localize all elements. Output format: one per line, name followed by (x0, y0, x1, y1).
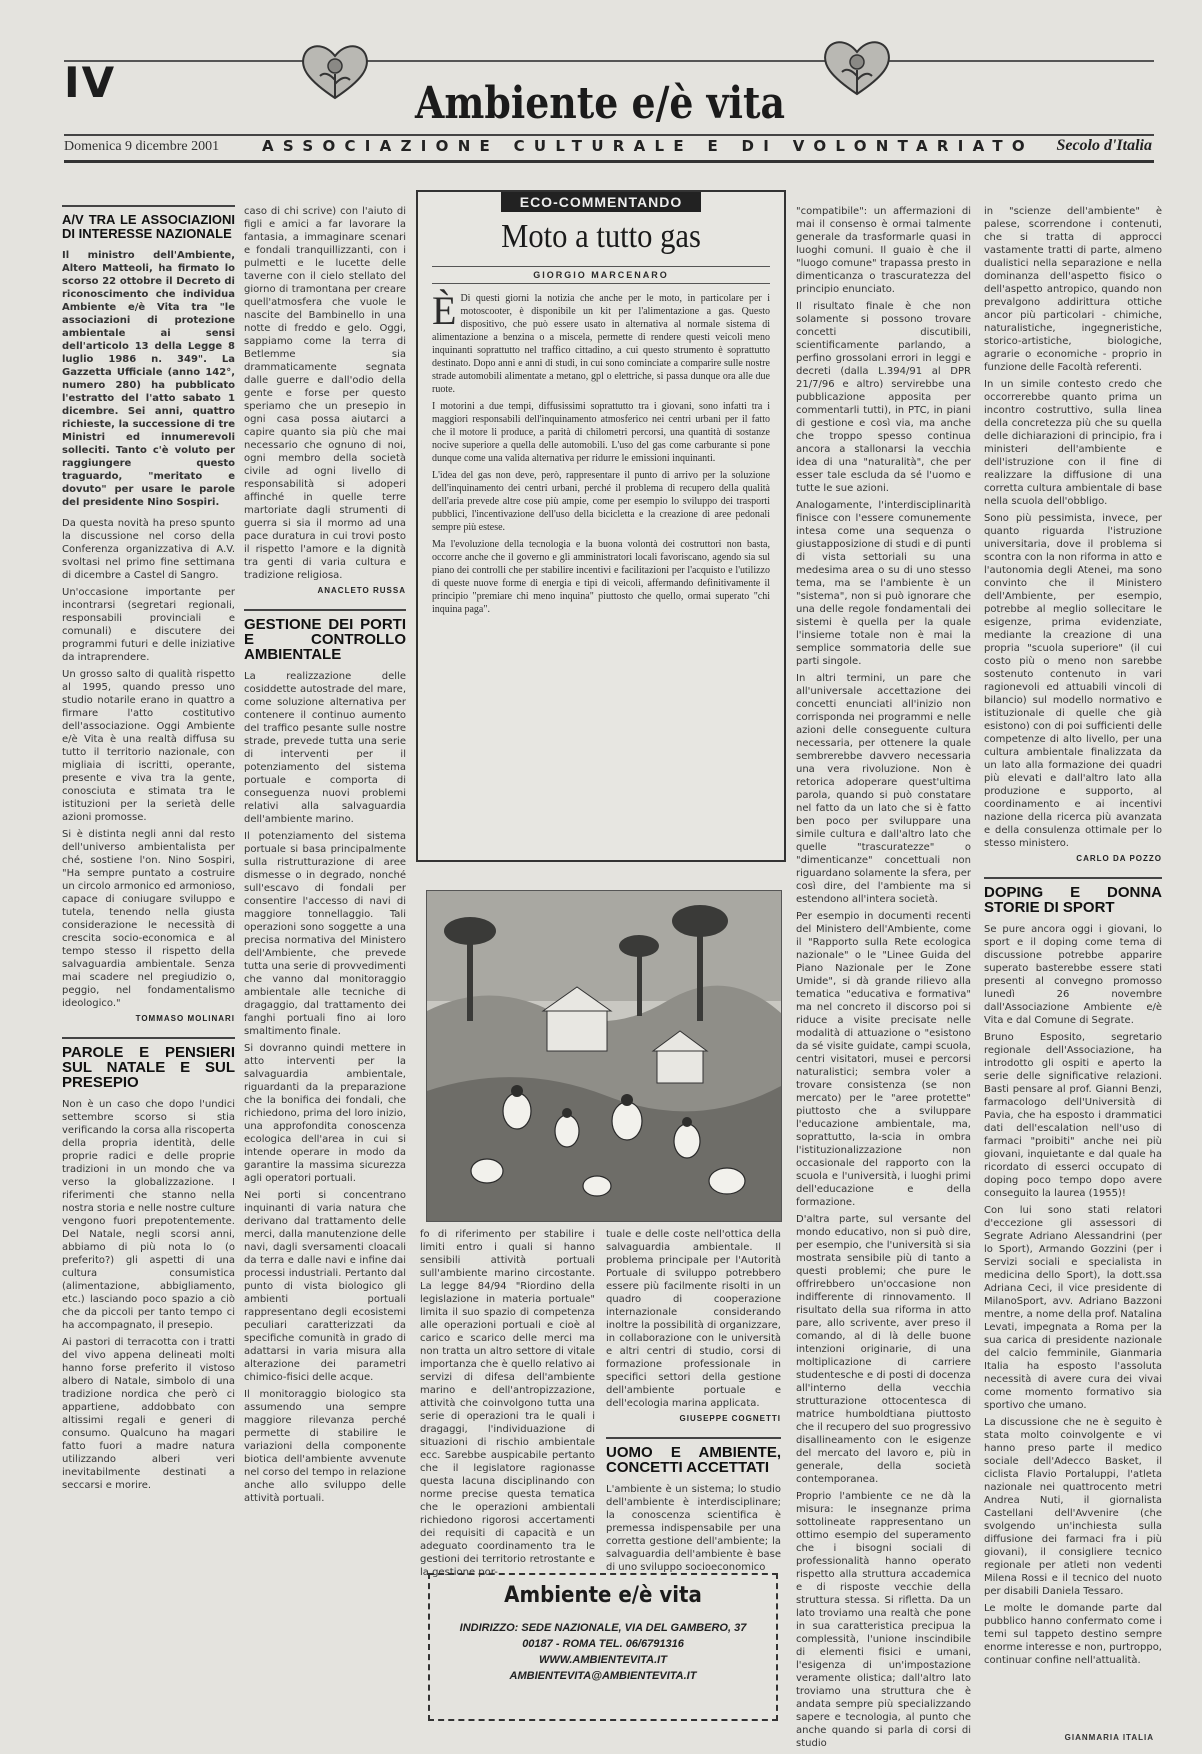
article-paragraph: Il risultato finale è che non solamente si possono trovare concetti discutibili, scientificamente parlando, a perfino grossolani errori in leggi e decreti (dalla L.394/91 al DPR 21/7/96 e altro) servirebbe una pubblicazione apposita per commentarli tutti), in PTC, in piani di gestione e così via, ma anche che troppo spesso continua ancora a stallonarsi la vecchia idea di una "naturalità", che per esser tale escluda da sé l'uomo e tutte le sue azioni. (796, 301, 971, 494)
column-4 (606, 1228, 781, 1578)
article-paragraph: D'altra parte, sul versante del mondo educativo, non si può dire, per esempio, che l'università si sia mostrata sensibile più di tanto a questi problemi; che pure le offrirebbero un'occasione non indifferente di rinnovamento. Il risultato della sua riforma in atto pare, allo scrivente, aver preso il comando, al di là delle buone intenzioni originarie, di una moltiplicazione di carriere studentesche e di posti di docenza all'interno della vecchia strutturazione ottocentesca di matrice humboldtiana piuttosto che il recupero del suo progressivo disallineamento con le esigenze del mercato del lavoro e, più in generale, della società contemporanea. (796, 1214, 971, 1485)
article-paragraph: Nei porti si concentrano inquinanti di varia natura che derivano dal trattamento delle merci, dalla manutenzione delle navi, dagli sversamenti cloacali da terra e dalle navi e infine dai processi industriali. Pertanto dal punto di vista biologico gli ambienti portuali rappresentano degli ecosistemi peculiari caratterizzati da specifiche comunità in grado di adattarsi in varia misura alla alterazione dei parametri chimico-fisici delle acque. (244, 1190, 406, 1383)
dropcap: È (432, 288, 457, 333)
article-paragraph: Un grosso salto di qualità rispetto al 1995, quando presso uno studio notarile erano in quattro a firmare l'atto costitutivo dell'associazione. Oggi Ambiente e/è Vita è una realtà diffusa su tutto il territorio nazionale, con migliaia di iscritti, operante, presente e viva tra la gente, conosciuta e stimata tra le istituzioni per la serietà delle azioni promosse. (62, 669, 235, 823)
article-headline: PAROLE E PENSIERI SUL NATALE E SUL PRESEPIO (62, 1037, 235, 1090)
eco-label: ECO-COMMENTANDO (501, 192, 701, 212)
article-continuation: caso di chi scrive) con l'aiuto di figli e amici a far lavorare la fantasia, a immaginare scenari e fondali tranquillizzanti, con i pulmetti e le lucette delle taverne con il cielo stellato del giorno di tramontana per creare quell'atmosfera che vuole le nascite del Bambinello in una notte di freddo e gelo. Oggi, sappiamo come la terra di Betlemme sia drammaticamente segnata dalle guerre e dall'odio della gente e forse per questo speriamo che un presepio in ogni casa possa aiutarci a capire quanto sia più che mai necessario che ognuno di noi, ogni membro della società civile ad ogni livello di responsabilità si adoperi affinché in quelle terre martoriate dagli strumenti di guerra si sia il mormo ad una pace duratura in cui trovi posto il rispetto l'amore e la dignità tra genti di varia cultura e tradizione religiosa. (244, 206, 406, 581)
article-paragraph: Non è un caso che dopo l'undici settembre scorso si stia verificando la corsa alla riscoperta della propria identità, delle proprie radici e delle proprie tradizioni in un mondo che va verso la globalizzazione. I riferimenti che stanno nella nostra storia e nelle nostre culture vengono fuori prepotentemente. Del Natale, negli scorsi anni, abbiamo di più nota lo (o preferito?) gli aspetti di una cultura consumistica (alimentazione, abbigliamento, etc.) lasciando poco spazio a ciò che da piccoli per tanto tempo ci ha accompagnato, il presepio. (62, 1099, 235, 1331)
article-author: ANACLETO RUSSA (317, 586, 406, 595)
page-number: IV (64, 58, 117, 107)
article-paragraph: Il potenziamento del sistema portuale si basa principalmente sulla ristrutturazione di aree dismesse o in degrado, nonché sull'escavo di fondali per consentire l'accesso di navi di maggiore tonnellaggio. Tali operazioni sono soggette a una precisa normativa del Ministero dell'Ambiente, che prevede tutta una serie di provvedimenti che vanno dal monitoraggio ambientale alle tecniche di dragaggio, dal trattamento dei fanghi portuali fino ai loro smaltimento finale. (244, 831, 406, 1037)
article-paragraph: Le molte le domande parte dal pubblico hanno confermato come i temi sul tappeto destino sempre enorme interesse e non, purtroppo, continuar confine nell'attualità. (984, 1603, 1162, 1666)
heart-flower-icon (820, 36, 894, 98)
article-paragraph: Un'occasione importante per incontrarsi (segretari regionali, responsabili provinciali e comunali) e discutere dei programmi futuri e delle iniziative da intraprendere. (62, 587, 235, 663)
article-headline: DOPING E DONNA STORIE DI SPORT (984, 877, 1162, 915)
eco-author: GIORGIO MARCENARO (432, 266, 770, 284)
article-headline: A/V TRA LE ASSOCIAZIONI DI INTERESSE NAZIONALE (62, 205, 235, 241)
article-author: CARLO DA POZZO (1076, 854, 1162, 863)
article-continuation: fo di riferimento per stabilire i limiti entro i quali si hanno sensibili attività portuali sull'ambiente marino circostante. La legge 84/94 "Riordino della legislazione in materia portuale" limita il suo spazio di competenza alle operazioni portuali e cioè al carico e scarico delle merci ma non tratta un altro settore di vitale importanza che è quello relativo ai servizi di difesa dell'ambiente marino e dell'antropizzazione, attività che coinvolgono tutta una serie di operazioni tra le quali i dragaggi, l'individuazione di situazioni di rischio ambientale ecc. Sarebbe auspicabile pertanto che il legislatore ragionasse questa lacuna disciplinando con norme precise questa tematica che le operazioni ambientali richiedono rigorosi accertamenti dei requisiti di capacità e un adeguato coordinamento tra le gestioni dei territorio retrostante e la gestione por- (420, 1229, 595, 1578)
article-headline: GESTIONE DEI PORTI E CONTROLLO AMBIENTALE (244, 609, 406, 662)
article-paragraph: Analogamente, l'interdisciplinarità finisce con l'essere comunemente intesa come una sequenza o giustapposizione di studi e di punti di vista settoriali su una medesima area o su di uno stesso tema, ma se l'ambiente è un "sistema", non si può ignorare che una delle regole fondamentali dei sistemi è quella per la quale l'insieme totale non è mai la semplice sommatoria delle sue parti singole. (796, 500, 971, 667)
article-author: GIANMARIA ITALIA (1064, 1733, 1154, 1742)
bottom-rule (64, 160, 1154, 163)
mid-rule (64, 134, 1154, 136)
column-1 (62, 205, 235, 1496)
column-6 (984, 205, 1162, 1671)
article-paragraph: In un simile contesto credo che occorrerebbe quanto prima un incontro costruttivo, sulla linea della concretezza più che su quella delle dichiarazioni di principio, fra i ministeri dell'ambiente e dell'istruzione con il fine di realizzare la diffusione di una corretta cultura ambientale di base nella scuola dell'obbligo. (984, 379, 1162, 507)
top-rule (64, 60, 1154, 62)
article-paragraph: Per esempio in documenti recenti del Ministero dell'Ambiente, come il "Rapporto sulla Rete ecologica nazionale" o le "Linee Guida del Piano Nazionale per le Zone Umide", si dà grande rilievo alla tematica "educativa e formativa" ma nel concreto il discorso poi si riduce a visite precisate nelle modalità di attuazione o "esistono da sé visite guidate, campi scuola, centri visitatori, musei e percorsi naturalistici; sembra voler a trovare consistenza (se non mercato) per le "aree protette" piuttosto che a sviluppare l'educazione ambientale, ma, soprattutto, la-scia in ombra l'istituzionalizzazione non occasionale del rapporto con la scuola e l'università, i luoghi primi dell'educazione e della formazione. (796, 911, 971, 1208)
column-5 (796, 205, 971, 1754)
article-paragraph: Da questa novità ha preso spunto la discussione nel corso della Conferenza organizzativa di A.V. svoltasi nel primo fine settimana di dicembre a Castel di Sangro. (62, 518, 235, 581)
contact-website[interactable]: WWW.AMBIENTEVITA.IT (539, 1654, 667, 1666)
association-contact-box (428, 1573, 778, 1721)
article-paragraph: L'ambiente è un sistema; lo studio dell'ambiente è interdisciplinare; la conoscenza scientifica è premessa indispensabile per una corretta gestione dell'ambiente; la salvaguardia dell'ambiente è base di uno sviluppo socioeconomico (606, 1484, 781, 1573)
eco-body (432, 288, 770, 616)
nativity-painting-image (426, 890, 782, 1222)
article-paragraph: Proprio l'ambiente ce ne dà la misura: le insegnanze prima sottolineate rappresentano un ottimo esempio del superamento che i bisogni sociali di professionalità hanno operato rispetto alla struttura accademica e di risposte vecchie della struttura stessa. Si rifletta. Da un lato troviamo una realtà che pone in sua caratteristica precipua la complessità, l'unione inscindibile di elementi fisici e umani, l'esigenza di un'impostazione veramente olistica; dall'altro lato troviamo una struttura che è andata sempre più specializzando sapere e tecnologia, al punto che anche quando si parla di corsi di studio (796, 1491, 971, 1749)
eco-paragraph: L'idea del gas non deve, però, rappresentare il punto di arrivo per la soluzione dell'inquinamento dei centri urbani, perché il problema di recupero della qualità dell'aria prevede altre cose più ampie, come per esempio lo sviluppo dei trasporti pubblici, l'incentivazione dell'uso della bicicletta e la creazione di aree pedonali sempre più estese. (432, 470, 770, 533)
article-paragraph: Bruno Esposito, segretario regionale dell'Associazione, ha introdotto gli ospiti e aperto la serie delle significative relazioni. Basti pensare al prof. Gianni Benzi, farmacologo dell'Università di Pavia, che ha esposto i drammatici dati dell'escalation nell'uso di farmaci "proibiti" anche nei più giovani, inquietante e dal quale ha ricordato di esserci occupato di doping poco tempo dopo avere conseguito la laurea (1955)! (984, 1032, 1162, 1199)
eco-title: Moto a tutto gas (501, 218, 701, 255)
article-paragraph: Con lui sono stati relatori d'eccezione gli assessori di Segrate Adriano Alessandrini (per lo Sport), Armando Gozzini (per i Servizi sociali e specialista in medicina dello Sport), la dott.ssa Adriana Ceci, il vice presidente di MilanoSport, avv. Adriano Bazzoni mentre, a nome della prof. Natalina Levati, impegnata a Roma per la sua carica di presidente nazionale del calcio femminile, Gianmaria Italia ha esposto l'assoluta necessità di avere cura dei vivai come momento formativo sia sportivo che umano. (984, 1205, 1162, 1411)
article-paragraph: Ai pastori di terracotta con i tratti del vivo appena delineati molti hanno forse preferito il vistoso albero di Natale, simbolo di una tradizione nordica che però ci appartiene, addobbato con altissimi regali e generi di consumo. Qualcuno ha magari fatto fuori a madre natura utilizzando alberi veri inevitabilmente destinati a seccarsi e morire. (62, 1337, 235, 1491)
article-paragraph: Il monitoraggio biologico sta assumendo una sempre maggiore rilevanza perché permette di stabilire le variazioni della componente biotica dell'ambiente avvenute nel corso del tempo in relazione anche allo sviluppo delle attività portuali. (244, 1389, 406, 1504)
article-paragraph: Si dovranno quindi mettere in atto interventi per la salvaguardia ambientale, riguardanti da la preparazione che la bonifica dei fondali, che richiedono, prima del loro inizio, una approfondita conoscenza ecologica dell'area in cui si intende operare in modo da garantire la massima sicurezza agli operatori portuali. (244, 1043, 406, 1184)
heart-flower-icon (298, 40, 372, 102)
eco-paragraph: Ma l'evoluzione della tecnologia e la buona volontà dei costruttori non basta, occorre anche che il governo e gli amministratori locali favoriscano, agendo sia sul piano dei controlli che per stabilire incentivi e facilitazioni per l'acquisto e l'utilizzo di queste nuove forme di energia e tipi di veicoli, affermando definitivamente il principio "premiare chi meno inquina" piuttosto che quello, ormai superato "chi inquina paga". (432, 539, 770, 615)
issue-date: Domenica 9 dicembre 2001 (64, 139, 220, 154)
article-paragraph: Si è distinta negli anni dal resto dell'universo ambientalista per ché, sostiene l'on. Nino Sospiri, "Ha sempre puntato a costruire un circolo armonico ed armonioso, capace di coniugare sviluppo e tutela, tenendo nella giusta considerazione le necessità di crescita socio-economica e al tempo stesso il rispetto della salvaguardia ambientale. Senza mai scadere nel pregiudizio o, peggio, nel fondamentalismo ideologico." (62, 829, 235, 1009)
article-author: GIUSEPPE COGNETTI (679, 1414, 781, 1423)
article-paragraph: La realizzazione delle cosiddette autostrade del mare, come soluzione alternativa per contenere il continuo aumento del traffico pesante sulle nostre strade, prevede tutta una serie di interventi per il potenziamento del sistema portuale e comporta di conseguenza nuovi problemi relativi alla salvaguardia dell'ambiente marino. (244, 671, 406, 825)
article-headline: UOMO E AMBIENTE, CONCETTI ACCETTATI (606, 1437, 781, 1475)
article-paragraph: Sono più pessimista, invece, per quanto riguarda l'istruzione universitaria, dove il problema si scontra con la non riforma in atto e l'autonomia degli Atenei, ma sono convinto che il Ministero dell'Ambiente, per esempio, potrebbe al meglio sollecitare le esigenze, prima evidenziate, mediante la creazione di una propria "scuola superiore" (il cui costo più o meno non sarebbe sostenuto contenuto in vari ragionevoli ed attuabili vincoli di bilancio) sul modello normativo e istituzionale di quelle che già esistono) con di poi sufficienti delle competenze di alto livello, per una cultura ambientale finalizzata da un lato alla formazione dei quadri più elevati e dall'altro lato alla produzione e supporto, al coordinamento e ai incentivi nazione della ricerca più avanzata e della consulenza ottimale per lo stesso ministero. (984, 513, 1162, 849)
article-paragraph: La discussione che ne è seguito è stata molto coinvolgente e vi hanno preso parte il medico sociale dell'Adecco Basket, il ciclista Flavio Portaluppi, l'atleta nazionale nei quattrocento metri Andrea Nuti, il giornalista Castellani dell'Avvenire (che svolgendo un'inchiesta sulla diffusione dei farmaci fra i più giovani), il consigliere tecnico regionale per atleti non vedenti Milena Rossi e il tecnico del nuoto per disabili Daniela Tessaro. (984, 1417, 1162, 1597)
section-title: Ambiente e/è vita (414, 78, 786, 129)
contact-email[interactable]: AMBIENTEVITA@AMBIENTEVITA.IT (509, 1670, 697, 1682)
association-tagline: ASSOCIAZIONE CULTURALE E DI VOLONTARIATO (262, 137, 1034, 155)
article-paragraph: "compatibile": un affermazioni di mai il consenso è ormai talmente generale da trasformarle quasi in luoghi comuni. Il guaio è che il "luogo comune" trapassa presto in dimenticanza o trascuratezza del principio enunciato. (796, 206, 971, 295)
article-paragraph: Se pure ancora oggi i giovani, lo sport e il doping come tema di discussione potrebbe apparire superato basterebbe essere stati presenti al convegno promosso lunedì 26 novembre dall'Associazione Ambiente e/è Vita e dal Comune di Segrate. (984, 924, 1162, 1026)
article-paragraph: in "scienze dell'ambiente" è palese, scorrendone i contenuti, che si tratta di approcci vastamente tratti di parte, almeno dualistici nella separazione e nella dominanza dell'aspetto fisico o dell'aspetto antropico, quando non prevalgono addirittura ottiche ancor più particolari - chimiche, naturalistiche, ingegneristiche, storico-artistiche, biologiche, agrarie o economiche - proprio in funzione delle Facoltà referenti. (984, 206, 1162, 373)
column-2 (244, 205, 406, 1509)
article-author: TOMMASO MOLINARI (135, 1014, 235, 1023)
contact-address: INDIRIZZO: SEDE NAZIONALE, VIA DEL GAMBERO, 37 (459, 1622, 747, 1634)
eco-paragraph: I motorini a due tempi, diffusissimi soprattutto tra i giovani, sono infatti tra i maggiori responsabili dell'inquinamento atmosferico nei centri urbani per il fatto che il motore li produce, a parità di chilometri percorsi, una quantità di sostanze nocive superiore a quella delle automobili. L'uso del gas come carburante si pone dunque come una valida alternativa per ridurre le emissioni inquinanti. (432, 401, 770, 464)
newspaper-brand: Secolo d'Italia (1056, 137, 1152, 154)
contact-title: Ambiente e/è vita (504, 1583, 702, 1608)
eco-paragraph: Di questi giorni la notizia che anche per le moto, in particolare per i motoscooter, è disponibile un kit per l'alimentazione a gas. Questo dispositivo, che può essere usato in alternativa al normale sistema di alimentazione a benzina o a miscela, permette di rendere questi veicoli meno inquinanti soprattutto nel traffico cittadino, a cui questo strumento è soprattutto destinato. Dopo anni e anni di studi, in cui sono cominciate a comparire sulle nostre strade automobili alimentate a metano, gpl o elettriche, si passa dunque ora alle due ruote. (432, 293, 770, 395)
eco-commentando-box (416, 190, 786, 862)
contact-phone: 00187 - ROMA TEL. 06/6791316 (522, 1638, 684, 1650)
article-paragraph: In altri termini, un pare che all'universale accettazione dei concetti enunciati all'inizio non corrisponda nei programmi e nelle azioni delle conseguente cultura necessaria, per ottenere la quale sembrerebbe davvero necessaria una vera rivoluzione. Non è retorica adoperare quest'ultima parola, quando si può constatare nel fatto da un lato che si è fatto ben poco per sviluppare una simile cultura e dall'altro lato che quelle "trascuratezze" o "dimenticanze" concettuali non riguardano solamente la sfera, per così dire, del l'ambiente ma si estendono all'intera società. (796, 673, 971, 905)
article-intro: Il ministro dell'Ambiente, Altero Matteoli, ha firmato lo scorso 22 ottobre il Decreto di riconoscimento che individua Ambiente e/è Vita tra "le associazioni di protezione ambientale ai sensi dell'articolo 13 della Legge 8 luglio 1986 n. 349". La Gazzetta Ufficiale (anno 142°, numero 280) ha pubblicato l'estratto del l'atto sabato 1 dicembre. Sei anni, quattro richieste, la successione di tre Ministri ed innumerevoli solleciti. Tanto c'è voluto per raggiungere questo traguardo, "meritato e dovuto" per usare le parole del presidente Nino Sospiri. (62, 250, 235, 508)
column-3 (420, 1228, 595, 1583)
article-continuation: tuale e delle coste nell'ottica della salvaguardia ambientale. Il problema principale per l'Autorità Portuale di sviluppo potrebbero essere più facilmente risolti in un quadro di cooperazione internazionale considerando inoltre la possibilità di organizzare, in collaborazione con le università e altri centri di studio, corsi di formazione professionale in specifici settori della gestione dell'ambiente portuale e dell'ecologia marina applicata. (606, 1229, 781, 1409)
